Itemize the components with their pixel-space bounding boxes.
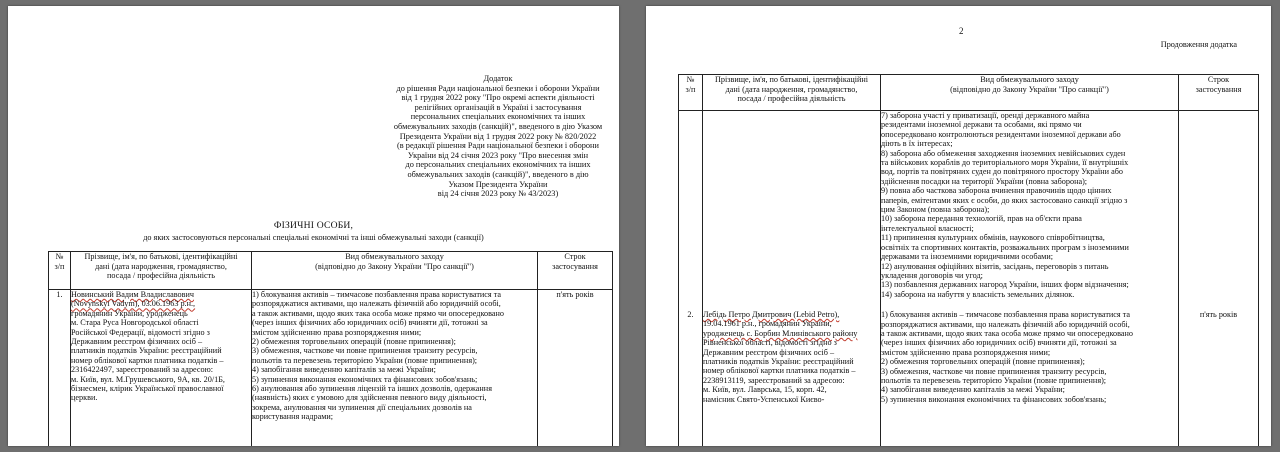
header-line: Прізвище, ім'я, по батькові, ідентифікаційні	[84, 252, 238, 261]
header-line: посада / професійна діяльність	[737, 94, 846, 104]
appendix-line: України від 24 січня 2023 року "Про внесення змін	[407, 150, 589, 160]
measure-line: а також активами, щодо яких така особа може прямо чи опосередковано	[252, 308, 504, 318]
header-line: з/п	[54, 261, 65, 271]
measure-line: та військових кораблів до територіального моря України, її внутрішніх	[881, 158, 1129, 168]
table-row	[679, 111, 1259, 447]
measure-line: 6) анулювання або зупинення ліцензій та інших дозволів, одержання	[252, 384, 492, 394]
header-line: Прізвище, ім'я, по батькові, ідентифікаційні	[714, 75, 869, 84]
header-line: (відповідно до Закону України "Про санкції")	[950, 84, 1109, 94]
measure-line: діють в їх інтересах;	[881, 139, 953, 149]
measure-line: 8) заборона або обмеження заходження іноземних невійськових суден	[881, 148, 1126, 158]
measure-line: польотів та перевезень територією України (повне припинення);	[252, 355, 478, 365]
measure-line: інтелектуальної власності;	[881, 223, 974, 233]
header-measure	[881, 75, 1179, 111]
measure-line: 13) позбавлення державних нагород України, інших форм відзначення;	[881, 280, 1129, 290]
header-line: Вид обмежувального заходу	[980, 75, 1079, 84]
person-line: (Novynskyi Vadym), 03.06.1963 р.н.,	[71, 299, 196, 309]
measure-line: розпоряджатися активами, що належать фізичній або юридичній особі,	[881, 319, 1130, 329]
measure-line: змістом здійсненню права розпорядження ними;	[252, 327, 422, 337]
header-line: №	[686, 75, 695, 84]
header-term	[538, 252, 613, 290]
measure-line: державами та іноземними юридичними особами;	[881, 252, 1054, 262]
appendix-line: обмежувальних заходів (санкцій)", введеного в дію	[407, 169, 589, 179]
appendix-line: персональних спеціальних економічних та інших	[410, 112, 586, 122]
measure-line: опосередковано контролюються резидентами іноземної держави або	[881, 129, 1121, 139]
header-line: Строк	[564, 252, 586, 261]
continuation-label: Продовження додатка	[1160, 40, 1237, 49]
person-line: платників податків України: реєстраційний	[703, 357, 854, 367]
measure-line: 4) запобігання виведенню капіталів за межі України;	[252, 365, 436, 375]
person-details	[71, 290, 252, 447]
measure-line: паперів, емітентами яких є особи, до яких застосовано санкції згідно з	[881, 195, 1128, 205]
measure-line: здійснення посадки на території України (повна заборона);	[881, 176, 1088, 186]
measure-line: 14) заборона на набуття у власність земельних ділянок.	[881, 289, 1075, 299]
measure-line: освітніх та спортивних контактів, розважальних програм з іноземними	[881, 242, 1129, 252]
header-num	[679, 75, 703, 111]
measure-details	[252, 290, 538, 447]
measure-line: (через інших фізичних або юридичних осіб) вчиняти дії, тотожні за	[252, 318, 488, 328]
header-line: Строк	[1207, 75, 1230, 84]
header-num	[49, 252, 71, 290]
person-line: м. Стара Руса Новгородської області	[71, 318, 199, 328]
header-line: дані (дата народження, громадянство,	[95, 261, 227, 271]
measure-line: 5) зупинення виконання економічних та фінансових зобов'язань;	[881, 394, 1107, 404]
measure-line: 11) припинення культурних обмінів, наукового співробітництва,	[881, 233, 1105, 243]
person-line: номер облікової картки платника податків –	[703, 366, 856, 376]
person-line: Державним реєстром фізичних осіб –	[703, 347, 835, 357]
term-value: п'ять років	[1199, 310, 1238, 319]
row-number: 1.	[49, 290, 71, 447]
term-value: п'ять років	[538, 290, 613, 447]
measure-line: 1) блокування активів – тимчасове позбавлення права користуватися та	[252, 290, 502, 299]
person-line: м. Київ, вул. Лаврська, 15, корп. 42,	[703, 385, 827, 395]
measure-line: 1) блокування активів – тимчасове позбавлення права користуватися та	[881, 310, 1131, 320]
person-line: Державним реєстром фізичних осіб –	[71, 337, 203, 347]
person-line: платників податків України: реєстраційний	[71, 346, 222, 356]
appendix-line: релігійних організацій в Україні і застосування	[414, 102, 582, 112]
person-details	[703, 310, 880, 404]
person-line: 19.04.1961 р.н., громадянин України,	[703, 319, 832, 329]
measure-line: резидентами іноземної держави та особами, які прямо чи	[881, 120, 1082, 130]
measure-line: (наявність) яких є умовою для здійснення певного виду діяльності,	[252, 393, 487, 403]
measure-column	[881, 111, 1179, 447]
header-person	[703, 75, 881, 111]
appendix-line: від 1 грудня 2022 року "Про окремі аспекти діяльності	[401, 93, 595, 103]
sanctions-table-page-1	[48, 251, 613, 446]
document-page-2	[646, 6, 1271, 446]
person-line: бізнесмен, клірик Української православної	[71, 384, 224, 394]
measure-line: 2) обмеження торговельних операцій (повне припинення);	[252, 337, 456, 347]
measure-continued	[881, 111, 1178, 299]
measure-line: користування надрами;	[252, 412, 334, 422]
header-line: (відповідно до Закону України "Про санкції")	[315, 261, 474, 271]
appendix-line: Указом Президента України	[448, 179, 548, 189]
row-number: 2.	[687, 310, 694, 319]
header-line: №	[55, 252, 64, 261]
header-line: дані (дата народження, громадянство,	[725, 84, 858, 94]
row-continued-num	[679, 111, 703, 447]
header-line: застосування	[1195, 84, 1242, 94]
measure-line: 5) зупинення виконання економічних та фінансових зобов'язань;	[252, 374, 478, 384]
person-line: намісник Свято-Успенської Києво-	[703, 394, 825, 404]
document-page-1	[8, 6, 619, 446]
measure-line: зокрема, анулювання чи зупинення дії спеціальних дозволів на	[252, 402, 472, 412]
table-header-row	[49, 252, 613, 290]
person-line: номер облікової картки платника податків –	[71, 355, 224, 365]
appendix-line: Додаток	[483, 74, 513, 83]
measure-line: вод, портів та повітряних суден до повітряного простору України або	[881, 167, 1123, 177]
appendix-line: (в редакції рішення Ради національної безпеки і оборони	[397, 141, 599, 151]
person-line: церкви.	[71, 393, 98, 403]
measure-line: 9) повна або часткова заборона вчинення правочинів щодо цінних	[881, 186, 1112, 196]
measure-line: цим Законом (повна заборона);	[881, 205, 990, 215]
header-line: посада / професійна діяльність	[107, 271, 215, 281]
person-line: Російської Федерації, відомості згідно з	[71, 327, 210, 337]
measure-line: а також активами, щодо яких така особа може прямо чи опосередковано	[881, 328, 1133, 338]
header-term	[1179, 75, 1259, 111]
measure-line: 2) обмеження торговельних операцій (повне припинення);	[881, 357, 1085, 367]
measure-line: 3) обмеження, часткове чи повне припинення транзиту ресурсів,	[881, 366, 1107, 376]
person-line: Новинський Вадим Владиславович	[71, 290, 195, 299]
sanctions-table-page-2	[678, 74, 1259, 446]
person-line: м. Київ, вул. М.Грушевського, 9А, кв. 20/1Б,	[71, 374, 225, 384]
person-line: Лебідь Петро Дмитрович (Lebid Petro),	[703, 310, 840, 319]
measure-line: 10) заборона передання технологій, прав на об'єкти права	[881, 214, 1082, 224]
measure-line: 7) заборона участі у приватизації, оренді державного майна	[881, 111, 1090, 120]
measure-line: укладення договорів чи угод;	[881, 270, 983, 280]
measure-line: 4) запобігання виведенню капіталів за межі України;	[881, 385, 1065, 395]
header-measure	[252, 252, 538, 290]
measure-line: польотів та перевезень територією України (повне припинення);	[881, 375, 1107, 385]
document-subtitle: до яких застосовуються персональні спеціальні економічні та інші обмежувальні заходи (санкції)	[143, 233, 484, 242]
measure-line: (через інших фізичних або юридичних осіб) вчиняти дії, тотожні за	[881, 338, 1117, 348]
term-column	[1179, 111, 1259, 447]
appendix-line: Президента України від 1 грудня 2022 року № 820/2022	[399, 131, 597, 141]
page-number: 2	[959, 26, 964, 36]
appendix-line: до рішення Ради національної безпеки і оборони України	[396, 83, 600, 93]
header-line: Вид обмежувального заходу	[345, 252, 444, 261]
appendix-line: обмежувальних заходів (санкцій)", введеного в дію Указом	[393, 121, 603, 131]
header-person	[71, 252, 252, 290]
header-line: застосування	[552, 261, 598, 271]
measure-line: 12) анулювання офіційних візитів, засідань, переговорів з питань	[881, 261, 1109, 271]
measure-line: 3) обмеження, часткове чи повне припинення транзиту ресурсів,	[252, 346, 478, 356]
person-line: 2316422497, зареєстрований за адресою:	[71, 365, 213, 375]
appendix-header	[353, 74, 619, 199]
table-row	[49, 290, 613, 447]
header-line: з/п	[685, 84, 696, 94]
appendix-line: до персональних спеціальних економічних та інших	[405, 160, 591, 170]
measure-line: змістом здійсненню права розпорядження ними;	[881, 347, 1051, 357]
person-column	[703, 111, 881, 447]
person-line: громадянин України, уродженець	[71, 308, 188, 318]
person-line: уродженець с. Борбин Млинівського району	[703, 328, 858, 338]
person-line: 2238913119, зареєстрований за адресою:	[703, 375, 845, 385]
appendix-line: від 24 січня 2023 року № 43/2023)	[437, 189, 559, 199]
document-title: ФІЗИЧНІ ОСОБИ,	[273, 220, 354, 231]
measure-details	[881, 310, 1178, 404]
measure-line: розпоряджатися активами, що належать фізичній або юридичній особі,	[252, 299, 501, 309]
table-header-row	[679, 75, 1259, 111]
person-line: Рівненської області, відомості згідно з	[703, 338, 837, 348]
